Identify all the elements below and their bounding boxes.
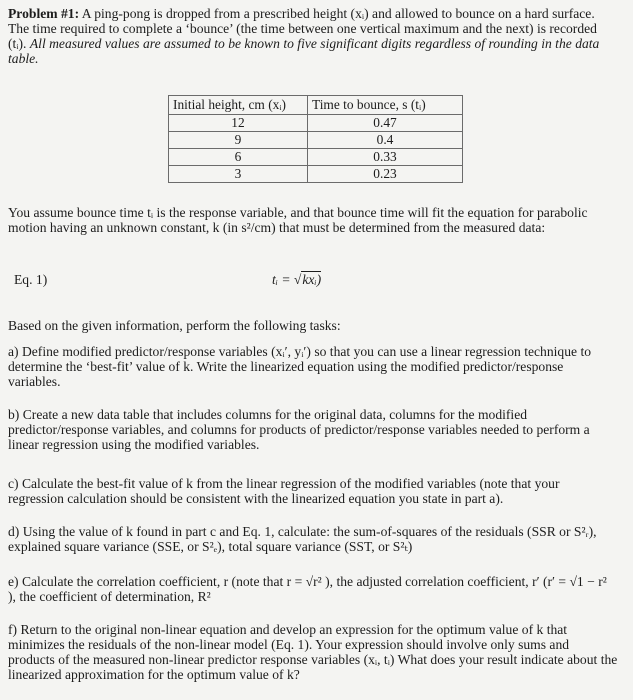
table-cell-time: 0.47 [308, 115, 463, 132]
task-e: e) Calculate the correlation coefficient, r (note that r = √r² ), the adjusted correlation coefficient, r′ (r′ = √1 − r² ), the coefficient of determination, R² [8, 574, 607, 604]
table-header-row [169, 96, 463, 115]
task-b: b) Create a new data table that includes columns for the original data, columns for the modified predictor/response variables, and columns for products of predictor/response variables needed to perform a linear regression using the modified variables. [8, 407, 590, 452]
table-row [169, 166, 463, 183]
table-header-time: Time to bounce, s (tᵢ) [308, 96, 463, 115]
table-row [169, 149, 463, 166]
table-header-height: Initial height, cm (xᵢ) [169, 96, 308, 115]
task-d: d) Using the value of k found in part c and Eq. 1, calculate: the sum-of-squares of the residuals (SSR or S²ᵣ), explained square variance (SSE, or S²ₑ), total square variance (SST, or S²ₜ) [8, 524, 597, 554]
table-cell-time: 0.33 [308, 149, 463, 166]
equation-radicand: kxᵢ) [302, 272, 322, 287]
table-cell-height: 12 [169, 115, 308, 132]
equation-label: Eq. 1) [14, 272, 48, 287]
equation-lhs: tᵢ = [272, 272, 294, 287]
table-row [169, 115, 463, 132]
table-cell-height: 3 [169, 166, 308, 183]
task-a: a) Define modified predictor/response variables (xᵢ′, yᵢ′) so that you can use a linear regression technique to determine the ‘best-fit’ value of k. Write the linearized equation using the modified predictor/response variables. [8, 344, 592, 389]
tasks-intro: Based on the given information, perform the following tasks: [8, 318, 341, 333]
problem-statement [8, 6, 618, 66]
data-table [168, 95, 463, 183]
table-cell-time: 0.23 [308, 166, 463, 183]
task-f: f) Return to the original non-linear equation and develop an expression for the optimum value of k that minimizes the residuals of the non-linear model (Eq. 1). Your expression should involve only sums and products of the measured non-linear predictor response variables (xᵢ, tᵢ) What does your result indicate about the linearized approximation for the optimum value of k? [8, 622, 618, 682]
problem-label: Problem #1: [8, 6, 80, 21]
equation [272, 272, 321, 287]
sqrt-symbol: √ [293, 272, 302, 287]
table-row [169, 132, 463, 149]
table-cell-height: 9 [169, 132, 308, 149]
table-cell-height: 6 [169, 149, 308, 166]
assumption-paragraph: You assume bounce time tᵢ is the response variable, and that bounce time will fit the equation for parabolic motion having an unknown constant, k (in s²/cm) that must be determined from the measured data: [8, 205, 588, 235]
problem-intro: A ping-pong is dropped from a prescribed height (xᵢ) and allowed to bounce on a hard surface. The time required to complete a ‘bounce’ (the time between one vertical maximum and the next) is recorded (tᵢ). [8, 6, 597, 51]
task-c: c) Calculate the best-fit value of k from the linear regression of the modified variables (note that your regression calculation should be consistent with the linearized equation you state in part a). [8, 476, 560, 506]
problem-note: All measured values are assumed to be known to five significant digits regardless of rounding in the data table. [8, 36, 600, 66]
table-cell-time: 0.4 [308, 132, 463, 149]
